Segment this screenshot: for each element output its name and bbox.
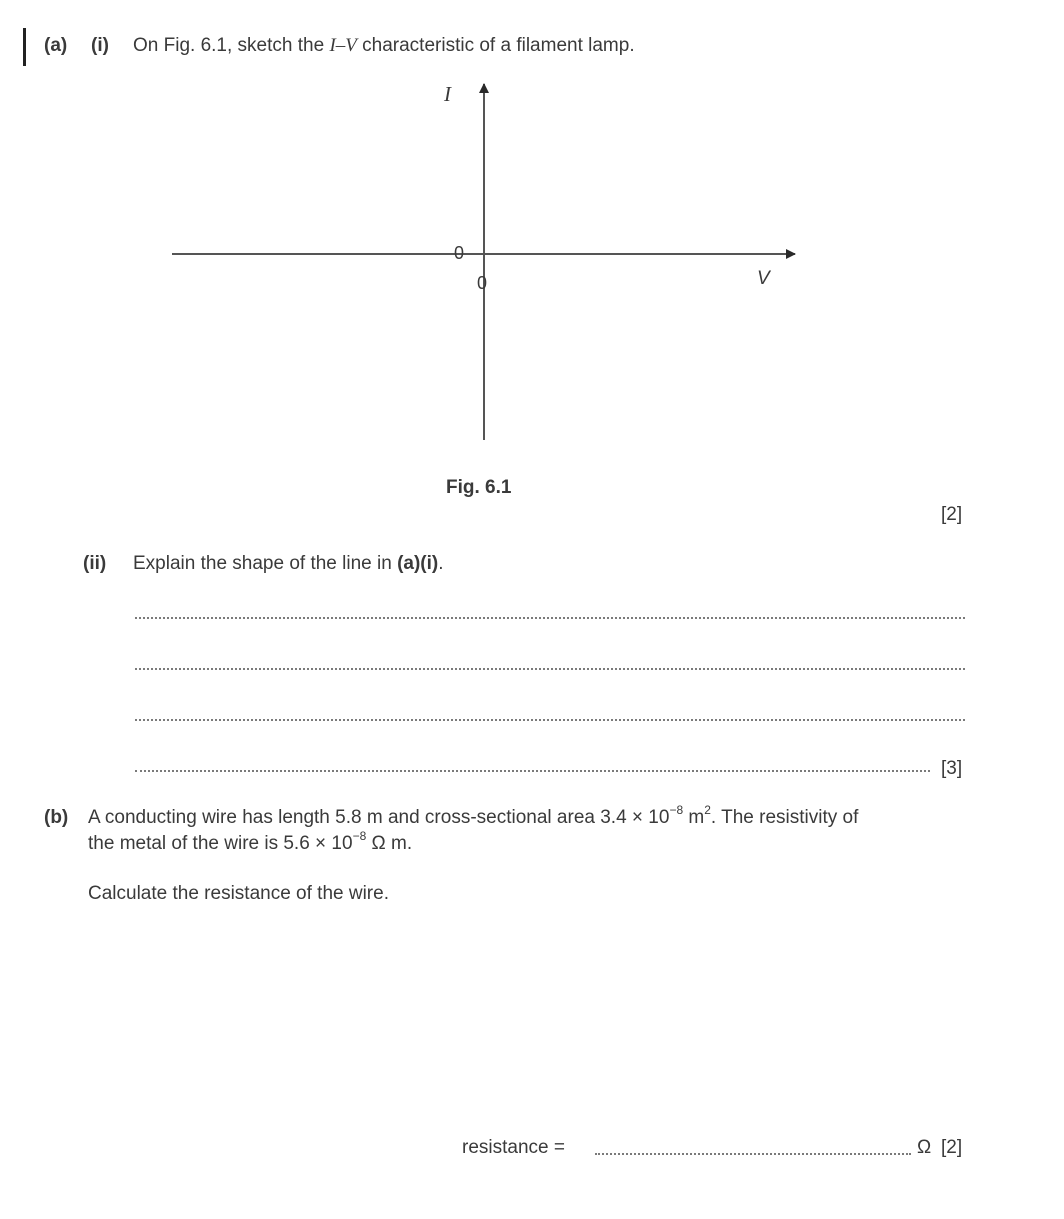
question-text-start: On Fig. 6.1, sketch the <box>133 35 330 56</box>
figure-caption: Fig. 6.1 <box>446 477 512 498</box>
x-axis-label: V <box>757 268 770 289</box>
part-a-i-marks: [2] <box>941 504 963 525</box>
y-axis-label: I <box>444 82 451 106</box>
iv-term: I–V <box>329 35 357 56</box>
unit: Ω m. <box>366 833 413 854</box>
exponent: −8 <box>669 802 684 817</box>
question-reference: (a)(i) <box>397 553 439 574</box>
question-text-end: characteristic of a filament lamp. <box>356 35 635 56</box>
answer-label: resistance = <box>462 1137 565 1158</box>
question-text-end: . <box>438 553 444 574</box>
part-a-ii-marks: [3] <box>941 758 963 779</box>
resistance-answer-line[interactable] <box>595 1153 911 1155</box>
question-text: the metal of the wire is 5.6 × 10 <box>88 833 353 854</box>
question-text: A conducting wire has length 5.8 m and cross-sectional area 3.4 × 10 <box>88 807 670 828</box>
unit: m <box>683 807 705 828</box>
exponent: −8 <box>352 828 367 843</box>
part-a-ii-label: (ii) <box>83 553 107 574</box>
question-text-start: Explain the shape of the line in <box>133 553 398 574</box>
fig-6-1-axes[interactable] <box>0 0 1064 520</box>
origin-y-label: 0 <box>454 243 465 263</box>
answer-line-3[interactable] <box>135 719 965 721</box>
answer-line-2[interactable] <box>135 668 965 670</box>
answer-line-1[interactable] <box>135 617 965 619</box>
question-text: . The resistivity of <box>710 807 859 828</box>
exponent: 2 <box>704 802 711 817</box>
part-b-label: (b) <box>44 807 69 828</box>
part-b-marks: [2] <box>941 1137 963 1158</box>
part-b-line-2 <box>88 828 413 855</box>
answer-line-4[interactable] <box>135 770 930 772</box>
origin-x-label: 0 <box>477 273 488 293</box>
part-a-ii-question <box>133 553 444 575</box>
answer-unit: Ω <box>917 1137 932 1158</box>
part-b-line-1 <box>88 802 859 829</box>
part-a-i-label: (i) <box>91 35 109 56</box>
part-a-label: (a) <box>44 35 68 56</box>
part-b-instruction: Calculate the resistance of the wire. <box>88 883 389 904</box>
